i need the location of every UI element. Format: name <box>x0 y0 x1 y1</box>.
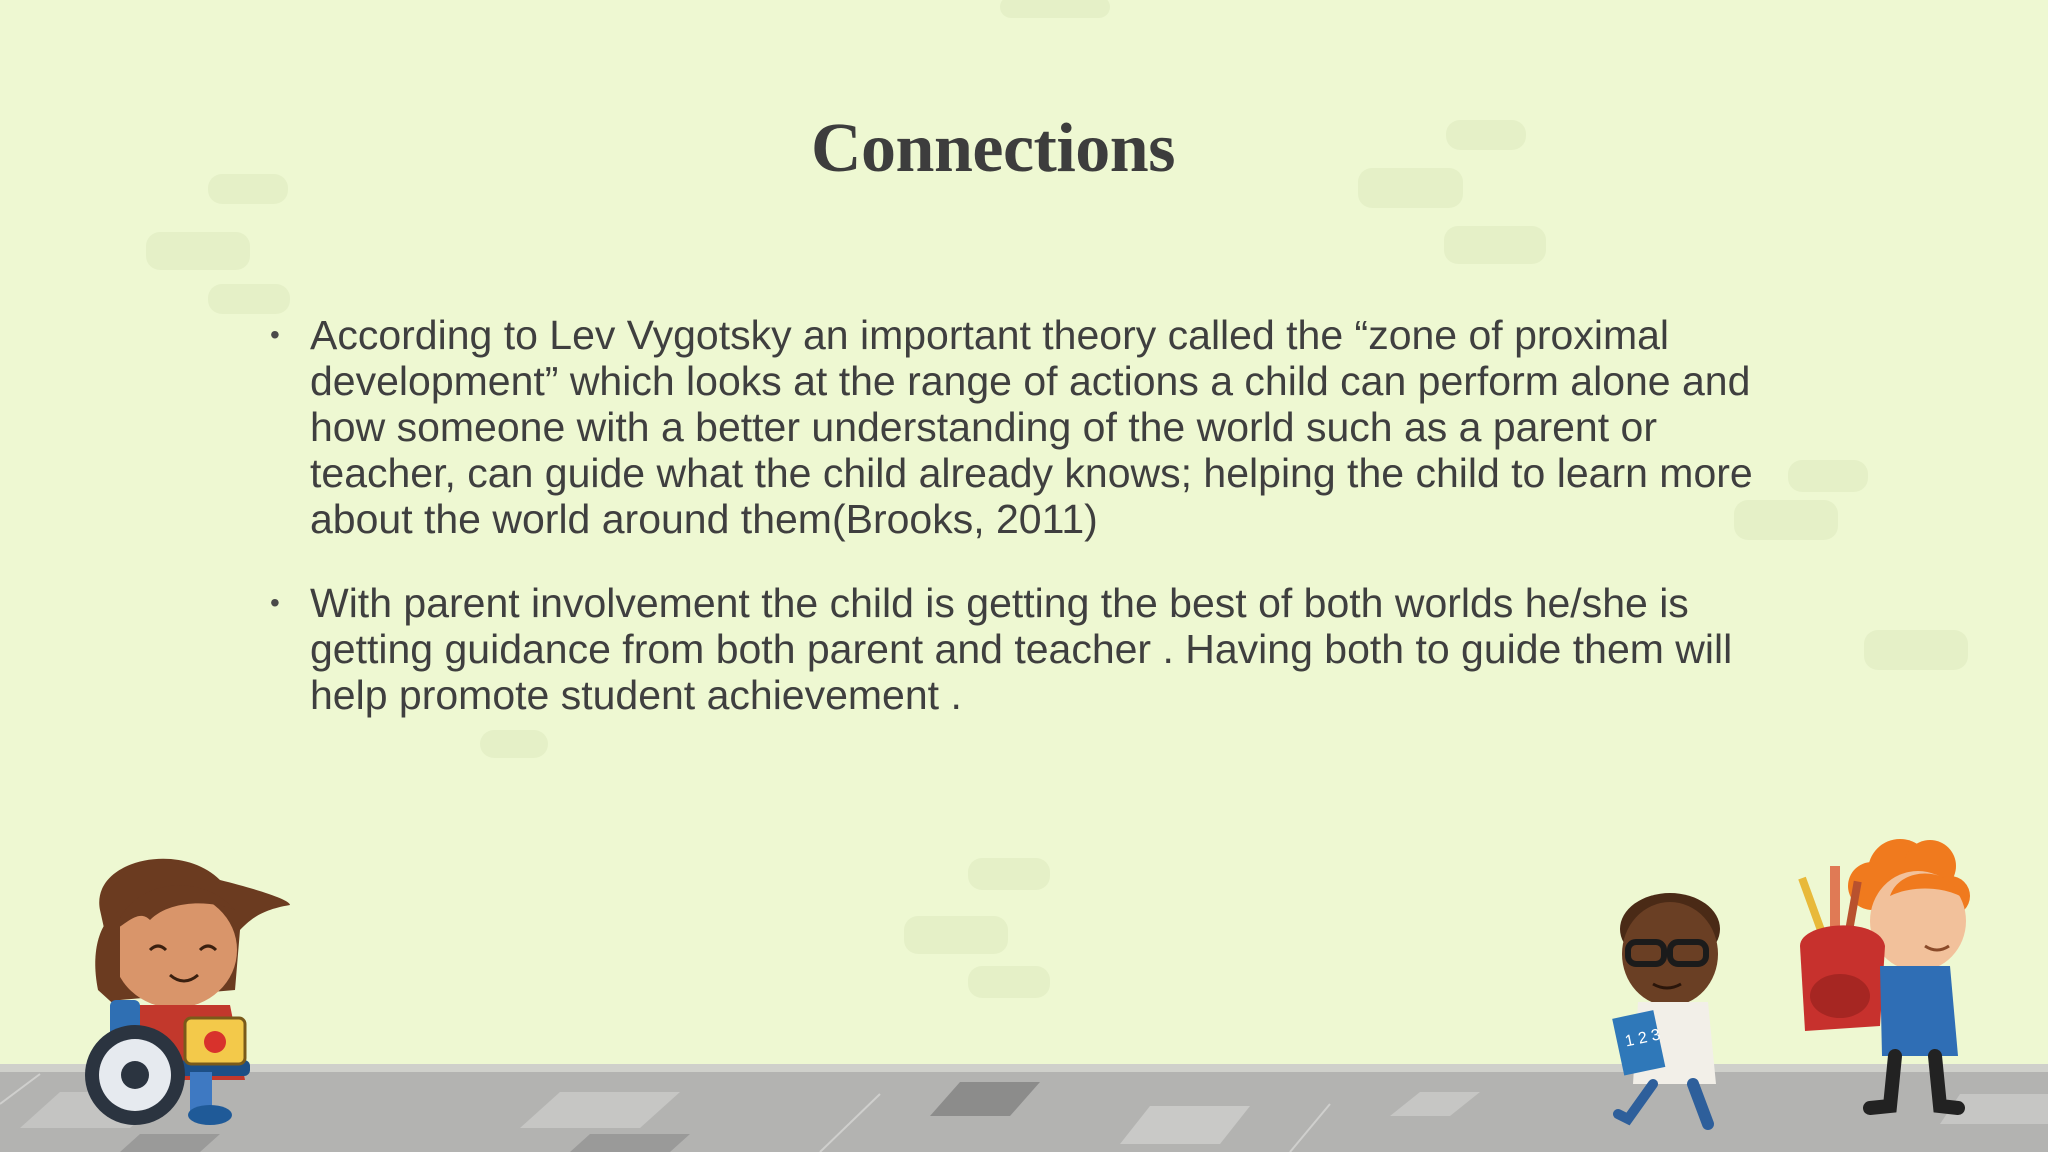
bullet-item <box>270 312 1770 542</box>
background-brick <box>1788 460 1868 492</box>
background-brick <box>968 966 1050 998</box>
bullet-text: According to Lev Vygotsky an important theory called the “zone of proximal development” which looks at the range of actions a child can perform alone and how someone with a better understanding of the world such as a parent or teacher, can guide what the child already knows; helping the child to learn more about the world around them(Brooks, 2011) <box>310 312 1753 542</box>
background-brick <box>1000 0 1110 18</box>
background-brick <box>904 916 1008 954</box>
bullet-item <box>270 580 1770 718</box>
background-brick <box>968 858 1050 890</box>
bullet-list <box>270 312 1770 756</box>
slide-title: Connections <box>811 109 1175 187</box>
boy-with-glasses-carrying-book-illustration <box>1598 884 1758 1139</box>
bullet-text: With parent involvement the child is getting the best of both worlds he/she is getting guidance from both parent and teacher . Having both to guide them will help promote student achievement . <box>310 580 1733 718</box>
bullet-point-icon: • <box>270 587 280 618</box>
bullet-point-icon: • <box>270 319 280 350</box>
red-haired-boy-with-backpack-illustration <box>1790 826 1990 1131</box>
book-label: 1 2 3 <box>1623 1026 1662 1051</box>
background-brick <box>208 284 290 314</box>
girl-in-wheelchair-illustration <box>60 850 310 1135</box>
background-brick <box>1444 226 1546 264</box>
background-brick <box>146 232 250 270</box>
background-brick <box>1864 630 1968 670</box>
